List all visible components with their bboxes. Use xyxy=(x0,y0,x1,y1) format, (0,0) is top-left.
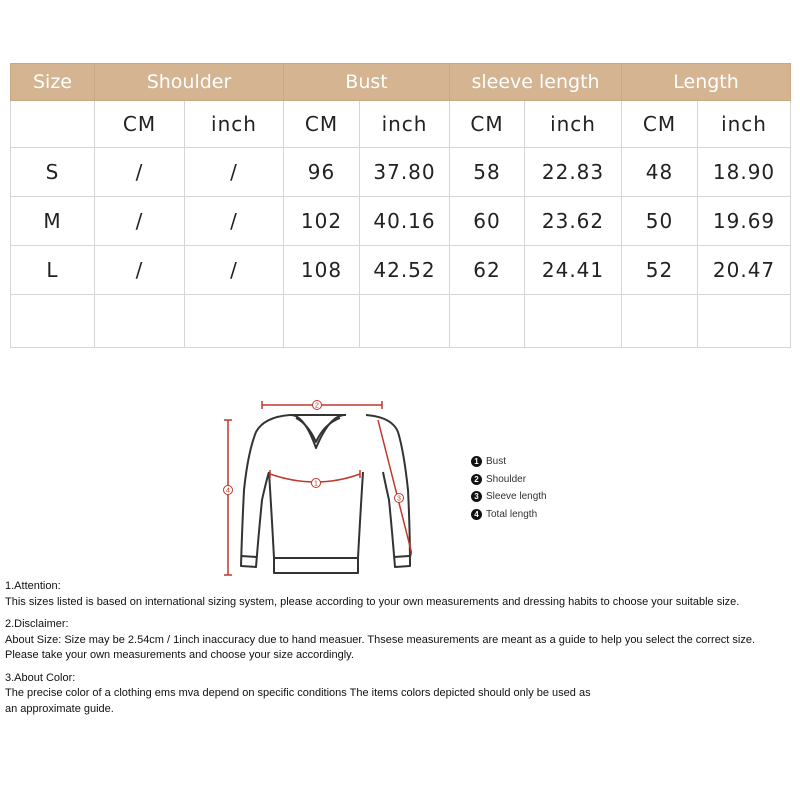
legend-label: Total length xyxy=(486,508,538,520)
unit-row xyxy=(11,101,791,148)
table-cell: 24.41 xyxy=(525,246,622,295)
table-cell: 60 xyxy=(450,197,525,246)
unit-cell: inch xyxy=(525,101,622,148)
table-cell: 50 xyxy=(622,197,698,246)
legend-item xyxy=(471,488,547,506)
note-line: This sizes listed is based on international sizing system, please according to your own measurements and dressing habits to choose your suitable size. xyxy=(5,595,740,608)
empty-cell xyxy=(525,295,622,348)
unit-cell: CM xyxy=(95,101,185,148)
legend-item xyxy=(471,471,547,489)
table-header-row xyxy=(11,64,791,101)
empty-cell xyxy=(450,295,525,348)
measurement-lines xyxy=(224,401,412,578)
table-cell: / xyxy=(185,197,284,246)
notes-section xyxy=(5,579,800,724)
marker-sleeve-length xyxy=(395,494,404,503)
note-line: About Size: Size may be 2.54cm / 1inch inaccuracy due to hand measuer. Thsese measurements are meant as a guide to help you select the correct size. xyxy=(5,633,756,646)
unit-cell: inch xyxy=(185,101,284,148)
legend-item xyxy=(471,453,547,471)
table-cell: 102 xyxy=(284,197,360,246)
note-line: Please take your own measurements and choose your size accordingly. xyxy=(5,649,354,661)
table-cell: 48 xyxy=(622,148,698,197)
table-cell: / xyxy=(185,148,284,197)
table-cell: 20.47 xyxy=(698,246,791,295)
note-title: 3.About Color: xyxy=(5,671,76,684)
svg-text:1: 1 xyxy=(314,480,318,488)
note-about-color xyxy=(5,671,800,718)
unit-cell: CM xyxy=(622,101,698,148)
table-cell: 18.90 xyxy=(698,148,791,197)
header-shoulder: Shoulder xyxy=(95,64,284,101)
svg-text:3: 3 xyxy=(397,495,401,503)
empty-cell xyxy=(11,295,95,348)
empty-cell xyxy=(622,295,698,348)
table-cell: 96 xyxy=(284,148,360,197)
unit-cell: inch xyxy=(360,101,450,148)
legend-label: Shoulder xyxy=(486,473,527,485)
table-cell: 42.52 xyxy=(360,246,450,295)
table-row xyxy=(11,148,791,197)
unit-cell: inch xyxy=(698,101,791,148)
marker-bust xyxy=(312,479,321,488)
empty-cell xyxy=(185,295,284,348)
table-cell: 52 xyxy=(622,246,698,295)
size-chart-table xyxy=(10,63,791,348)
marker-total-length xyxy=(224,486,233,495)
table-cell: 62 xyxy=(450,246,525,295)
unit-cell: CM xyxy=(450,101,525,148)
note-title: 2.Disclaimer: xyxy=(5,618,69,630)
note-attention xyxy=(5,579,800,610)
table-cell: / xyxy=(95,246,185,295)
table-cell: / xyxy=(95,148,185,197)
empty-row xyxy=(11,295,791,348)
table-cell: 19.69 xyxy=(698,197,791,246)
table-cell: 58 xyxy=(450,148,525,197)
note-disclaimer xyxy=(5,617,800,664)
sweater-outline-icon xyxy=(241,415,410,573)
table-row xyxy=(11,197,791,246)
note-line: an approximate guide. xyxy=(5,702,114,715)
size-cell: S xyxy=(11,148,95,197)
empty-cell xyxy=(284,295,360,348)
size-cell: L xyxy=(11,246,95,295)
table-cell: / xyxy=(185,246,284,295)
legend-number-badge: 4 xyxy=(471,509,482,520)
legend-label: Bust xyxy=(486,456,507,468)
header-bust: Bust xyxy=(284,64,450,101)
table-cell: 22.83 xyxy=(525,148,622,197)
empty-cell xyxy=(698,295,791,348)
sweater-measurement-diagram xyxy=(212,390,412,586)
table-row xyxy=(11,246,791,295)
header-sleeve-length: sleeve length xyxy=(450,64,622,101)
marker-shoulder xyxy=(313,401,322,410)
header-length: Length xyxy=(622,64,791,101)
unit-cell: CM xyxy=(284,101,360,148)
table-cell: 40.16 xyxy=(360,197,450,246)
legend-label: Sleeve length xyxy=(486,491,547,503)
unit-cell-empty xyxy=(11,101,95,148)
note-title: 1.Attention: xyxy=(5,580,61,592)
legend-number-badge: 3 xyxy=(471,491,482,502)
empty-cell xyxy=(360,295,450,348)
table-cell: 23.62 xyxy=(525,197,622,246)
diagram-legend xyxy=(471,453,547,523)
legend-number-badge: 2 xyxy=(471,474,482,485)
size-cell: M xyxy=(11,197,95,246)
table-cell: 37.80 xyxy=(360,148,450,197)
note-line: The precise color of a clothing ems mva depend on specific conditions The items colors depicted should only be used as xyxy=(5,687,591,699)
table-cell: 108 xyxy=(284,246,360,295)
svg-text:2: 2 xyxy=(315,402,319,410)
legend-item xyxy=(471,506,547,524)
legend-number-badge: 1 xyxy=(471,456,482,467)
table-cell: / xyxy=(95,197,185,246)
empty-cell xyxy=(95,295,185,348)
header-size: Size xyxy=(11,64,95,101)
svg-text:4: 4 xyxy=(226,487,230,495)
